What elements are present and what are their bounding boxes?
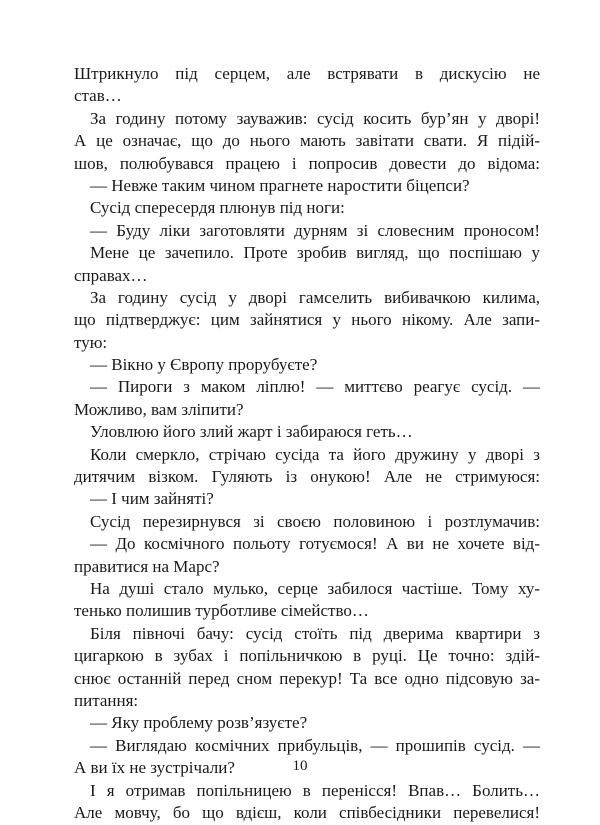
text-line-8: — Буду ліки заготовляти дурням зі словесним проносом! [90, 220, 540, 240]
text-line-25: тенько полишив турботливе сімейство… [74, 601, 369, 621]
page-text [74, 63, 540, 824]
text-line-20: — І чим зайняті? [90, 489, 214, 509]
text-line-19: дитячим візком. Гуляють із онукою! Але не стримуюся: [74, 467, 540, 487]
text-line-7: Сусід спересердя плюнув під ноги: [90, 198, 345, 218]
text-line-33: І я отримав попільницею в перенісся! Впав… Болить… [90, 780, 540, 800]
text-line-4: А це означає, що до нього мають завітати свати. Я підій- [74, 131, 540, 151]
text-line-18: Коли смеркло, стрічаю сусіда та його дружину у дворі з [90, 444, 540, 464]
page-number: 10 [292, 758, 308, 774]
text-line-12: що підтверджує: цим зайнятися у нього нікому. Але запи- [74, 310, 540, 330]
text-line-3: За годину потому зауважив: сусід косить бур’ян у дворі! [90, 108, 540, 128]
text-line-6: — Невже таким чином прагнете наростити біцепси? [90, 175, 470, 195]
text-line-1: Штрикнуло під серцем, але встрявати в дискусію не [74, 64, 540, 83]
text-line-31: — Виглядаю космічних прибульців, — прошипів сусід. — [90, 735, 540, 755]
text-line-15: — Пироги з маком ліплю! — миттєво реагує сусід. — [90, 377, 540, 397]
text-line-29: питання: [74, 690, 139, 710]
text-line-34: Але мовчу, бо що вдієш, коли співбесідники перевелися! [74, 802, 540, 822]
text-line-27: цигаркою в зубах і попільничкою в руці. Це точно: здій- [74, 646, 540, 666]
text-line-30: — Яку проблему розв’язуєте? [90, 713, 308, 733]
text-line-5: шов, полюбувався працею і попросив довести до відома: [74, 153, 540, 173]
text-line-24: На душі стало мулько, серце забилося частіше. Тому ху- [90, 578, 540, 598]
text-line-2: став… [74, 86, 122, 106]
text-line-28: снює останній перед сном перекур! Та все одно підсовую за- [74, 668, 540, 688]
text-line-11: За годину сусід у дворі гамселить вибивачкою килима, [90, 287, 540, 307]
text-line-26: Біля півночі бачу: сусід стоїть під дверима квартири з [90, 623, 540, 643]
text-line-9: Мене це зачепило. Проте зробив вигляд, що поспішаю у [90, 243, 540, 263]
text-line-13: тую: [74, 332, 108, 352]
text-line-16: Можливо, вам зліпити? [74, 399, 244, 419]
text-line-17: Уловлюю його злий жарт і забираюся геть… [90, 422, 413, 442]
text-line-21: Сусід перезирнувся зі своєю половиною і розтлумачив: [90, 511, 540, 531]
text-line-10: справах… [74, 265, 148, 285]
text-line-22: — До космічного польоту готуємося! А ви не хочете від- [90, 534, 540, 554]
text-line-23: правитися на Марс? [74, 556, 220, 576]
text-line-32: А ви їх не зустрічали? [74, 758, 235, 778]
text-line-14: — Вікно у Європу прорубуєте? [90, 355, 318, 375]
